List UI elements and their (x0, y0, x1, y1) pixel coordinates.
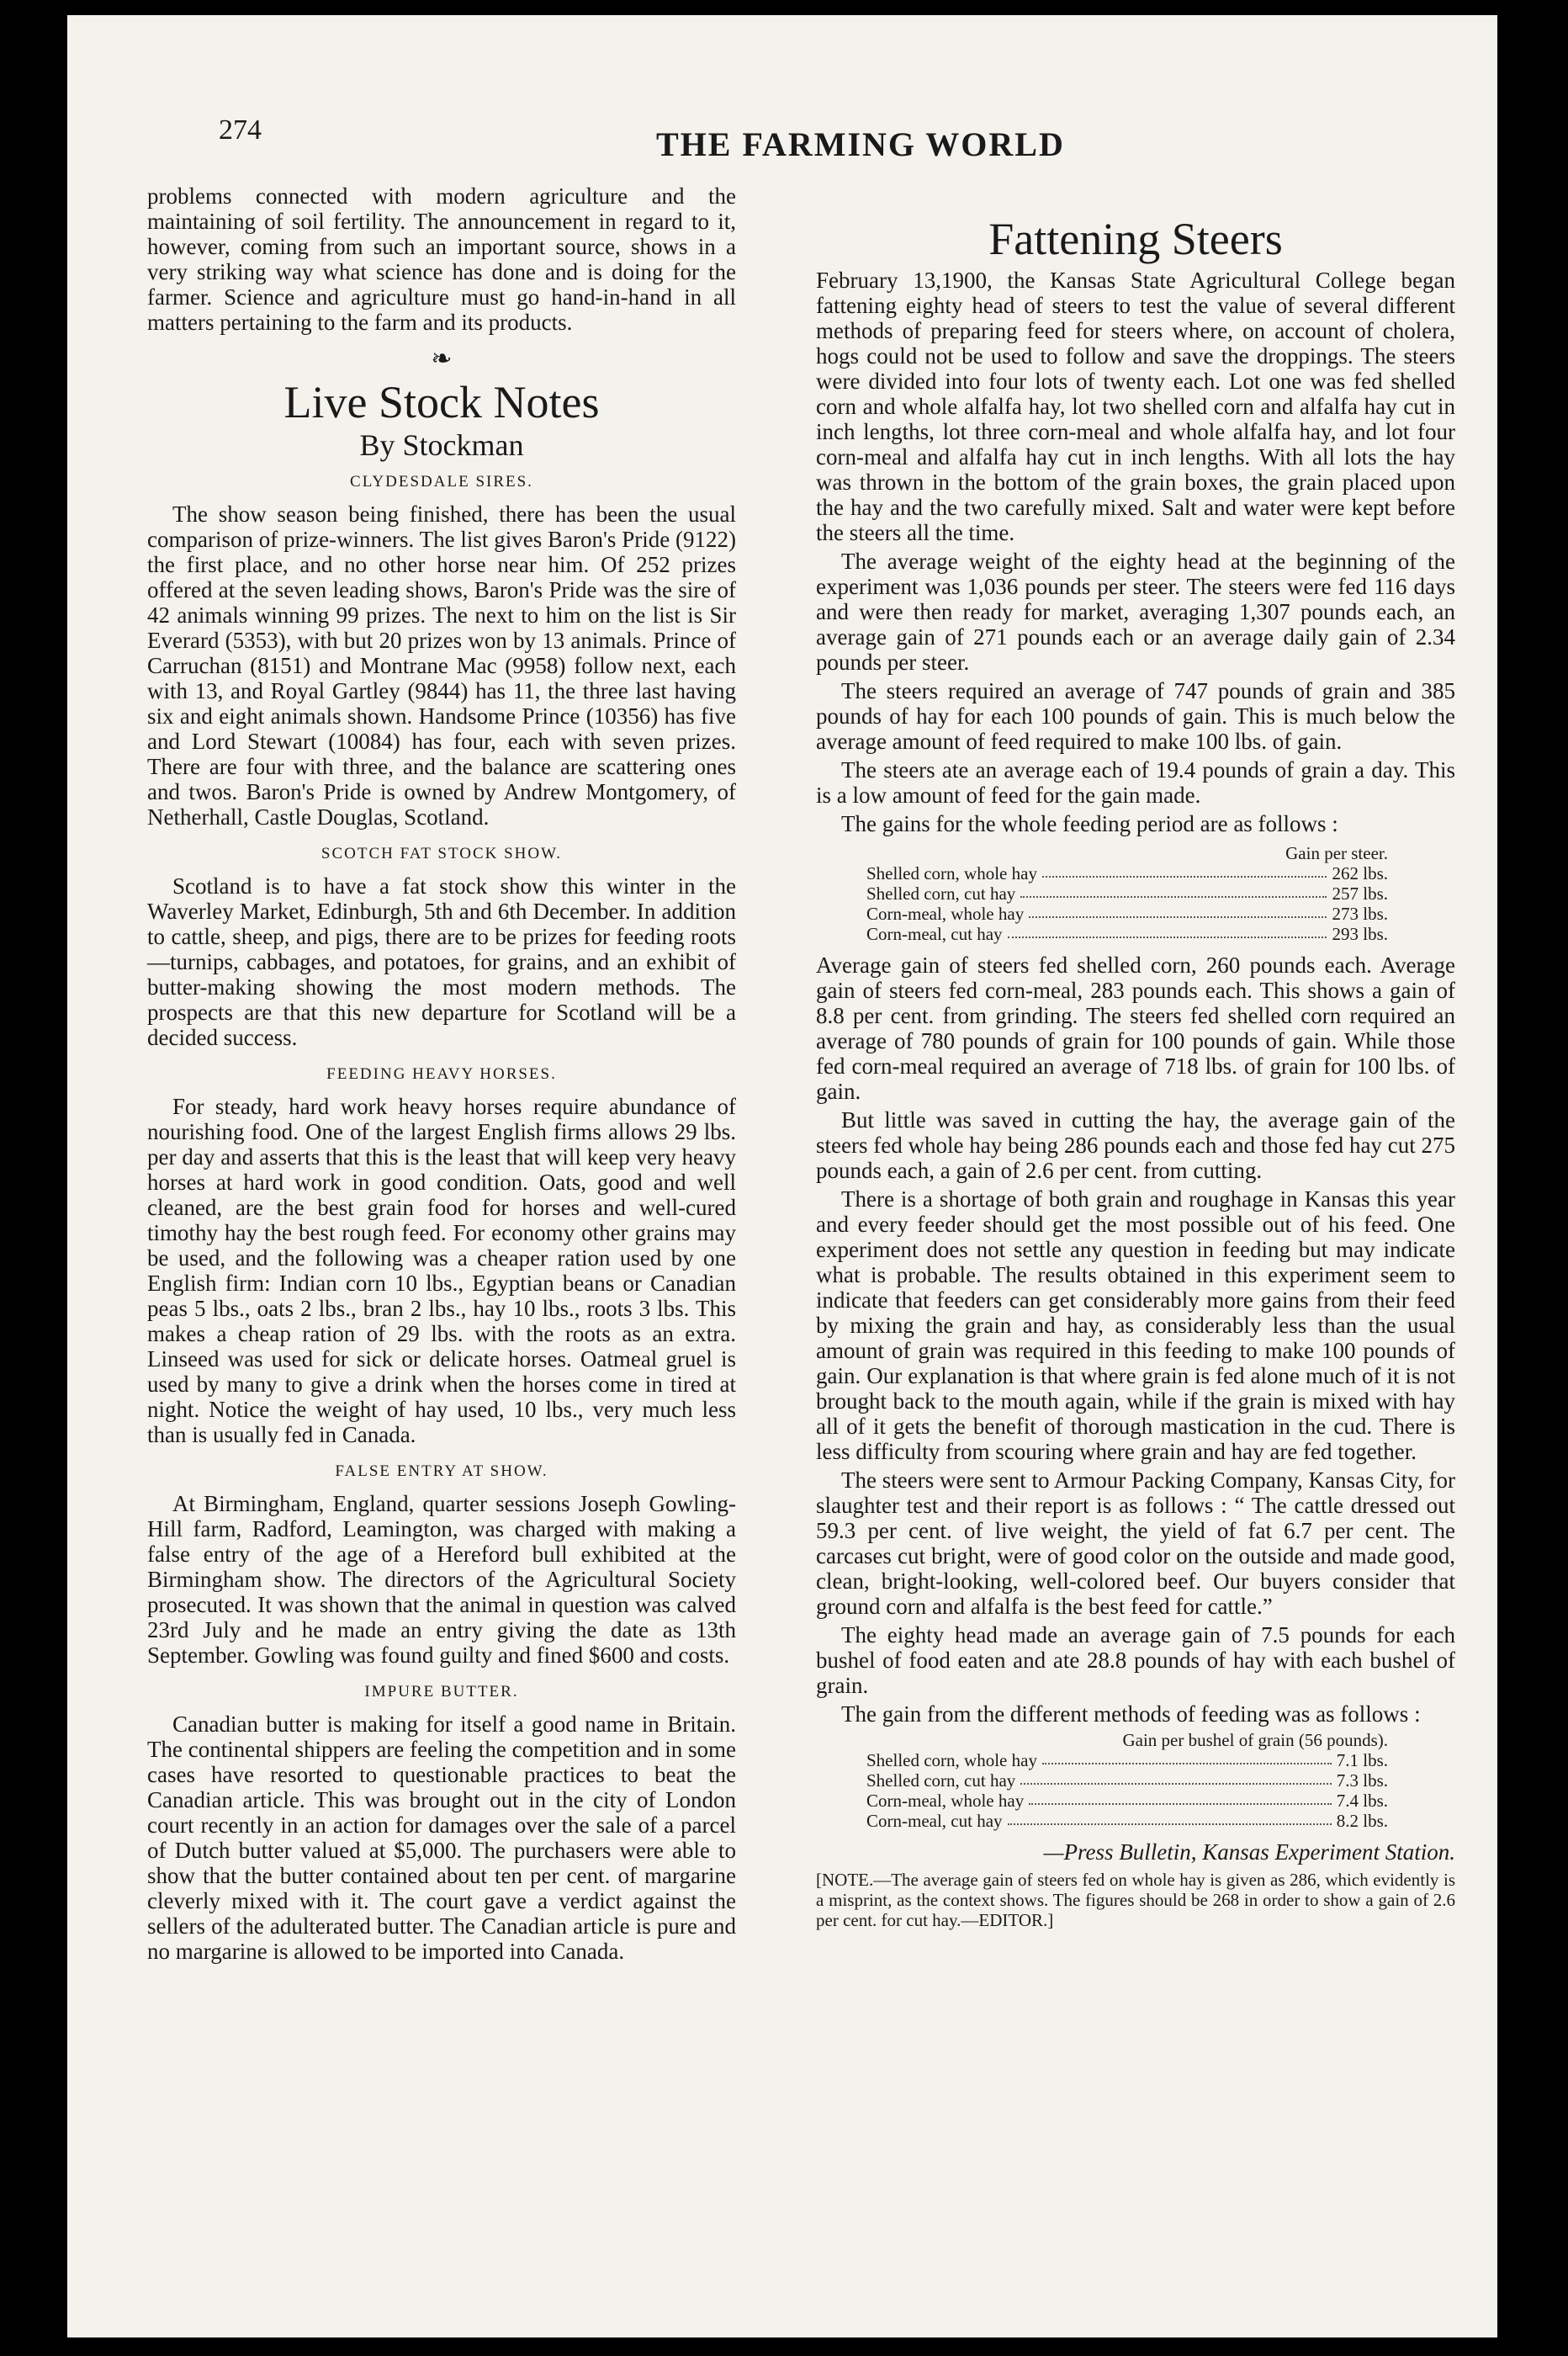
article-paragraph: The gains for the whole feeding period are as follows : (841, 811, 1338, 836)
table-row (866, 1770, 1388, 1791)
page-number: 274 (219, 114, 262, 146)
scan-border (1497, 0, 1568, 2356)
row-label: Shelled corn, whole hay (866, 863, 1037, 884)
table-row (866, 1791, 1388, 1811)
article-heading: FEEDING HEAVY HORSES. (326, 1065, 557, 1083)
leader-dots (1020, 1770, 1331, 1785)
article-paragraph: Average gain of steers fed shelled corn, 260 pounds each. Average gain of steers fed corn-meal, 283 pounds each. This shows a gain of 8.8 per cent. from grinding. The steers fed shelled corn required an average of 780 pounds of grain for 100 pounds of gain. While those fed corn-meal required an average of 718 lbs. of grain for 100 lbs. of gain. (816, 952, 1455, 1104)
leader-dots (1008, 1811, 1332, 1825)
gain-per-bushel-table (866, 1730, 1388, 1831)
article-paragraph: The eighty head made an average gain of 7.5 pounds for each bushel of food eaten and ate 28.8 pounds of hay with each bushel of grain. (816, 1622, 1455, 1698)
article-paragraph: At Birmingham, England, quarter sessions Joseph Gowling-Hill farm, Radford, Leamington, was charged with making a false entry of the age of a Hereford bull exhibited at the Birmingham show. The directors of the Agricultural Society prosecuted. It was shown that the animal in question was calved 23rd July and he made an entry giving the date as 13th September. Gowling was found guilty and fined $600 and costs. (147, 1491, 736, 1668)
section-title: Live Stock Notes (283, 377, 600, 427)
article-heading: FALSE ENTRY AT SHOW. (335, 1462, 548, 1480)
article-clydesdale (147, 470, 736, 830)
article-false-entry (147, 1459, 736, 1668)
row-value: 257 lbs. (1332, 884, 1388, 904)
article-paragraph: Canadian butter is making for itself a good name in Britain. The continental shippers are feeling the competition and in some cases have resorted to questionable practices to beat the Canadian article. This was brought out in the city of London court recently in an action for damages over the sale of a parcel of Dutch butter valued at $5,000. The purchasers were able to show that the butter contained about ten per cent. of margarine cleverly mixed with it. The court gave a verdict against the sellers of the adulterated butter. The Canadian article is pure and no margarine is allowed to be imported into Canada. (147, 1711, 736, 1964)
row-label: Shelled corn, whole hay (866, 1750, 1037, 1770)
article-paragraph: February 13,1900, the Kansas State Agricultural College began fattening eighty head of steers to test the value of several different methods of preparing feed for steers where, on account of cholera, hogs could not be used to follow and save the droppings. The steers were divided into four lots of twenty each. Lot one was fed shelled corn and whole alfalfa hay, lot two shelled corn and alfalfa hay cut in inch lengths, lot three corn-meal and whole alfalfa hay, and lot four corn-meal and alfalfa hay cut in inch lengths. With all lots the hay was thrown in the bottom of the grain boxes, the grain placed upon the hay and the two carefully mixed. Salt and water were kept before the steers all the time. (816, 268, 1455, 545)
table-row (866, 1811, 1388, 1831)
article-paragraph: The steers were sent to Armour Packing Company, Kansas City, for slaughter test and their report is as follows : “ The cattle dressed out 59.3 per cent. of live weight, the yield of fat 6.7 per cent. The carcases cut bright, were of good color on the outside and made good, clean, bright-looking, well-colored beef. Our buyers consider that ground corn and alfalfa is the best feed for cattle.” (816, 1467, 1455, 1619)
article-paragraph: The gain from the different methods of feeding was as follows : (841, 1701, 1421, 1727)
table-header: Gain per steer. (1285, 843, 1388, 863)
article-fat-stock (147, 841, 736, 1050)
row-label: Shelled corn, cut hay (866, 884, 1016, 904)
right-column (816, 209, 1455, 1930)
article-paragraph: Scotland is to have a fat stock show this winter in the Waverley Market, Edinburgh, 5th and 6th December. In addition to cattle, sheep, and pigs, there are to be prizes for feeding roots—turnips, cabbages, and potatoes, for grains, and an exhibit of butter-making showing the most modern methods. The prospects are that this new departure for Scotland will be a decided success. (147, 873, 736, 1050)
leader-dots (1042, 863, 1327, 878)
left-column (147, 183, 736, 1967)
table-row (866, 904, 1388, 924)
article-paragraph: The steers ate an average each of 19.4 pounds of grain a day. This is a low amount of feed for the gain made. (816, 757, 1455, 808)
article-paragraph: The average weight of the eighty head at the beginning of the experiment was 1,036 pounds per steer. The steers were fed 116 days and were then ready for market, averaging 1,307 pounds each, an average gain of 271 pounds each or an average daily gain of 2.34 pounds per steer. (816, 549, 1455, 675)
article-heading: SCOTCH FAT STOCK SHOW. (320, 845, 563, 862)
row-label: Corn-meal, cut hay (866, 924, 1003, 944)
article-paragraph: The steers required an average of 747 pounds of grain and 385 pounds of hay for each 100 pounds of gain. This is much below the average amount of feed required to make 100 lbs. of gain. (816, 678, 1455, 754)
leader-dots (1029, 904, 1327, 918)
row-value: 7.3 lbs. (1336, 1770, 1388, 1791)
row-value: 273 lbs. (1332, 904, 1388, 924)
row-value: 262 lbs. (1332, 863, 1388, 884)
row-value: 7.4 lbs. (1336, 1791, 1388, 1811)
table-row (866, 884, 1388, 904)
article-paragraph: For steady, hard work heavy horses require abundance of nourishing food. One of the largest English firms allows 29 lbs. per day and asserts that this is the least that will keep very heavy horses at hard work in good condition. Oats, good and well cleaned, are the best grain food for horses and well-cured timothy hay the best rough feed. For economy other grains may be used, and the following was a cheaper ration used by one English firm: Indian corn 10 lbs., Egyptian beans or Canadian peas 5 lbs., oats 2 lbs., bran 2 lbs., hay 10 lbs., roots 3 lbs. This makes a cheap ration of 29 lbs. with the roots as an extra. Linseed was used for sick or delicate horses. Oatmeal gruel is used by many to give a drink when the horses come in tired at night. Notice the weight of hay used, 10 lbs., very much less than is usually fed in Canada. (147, 1094, 736, 1447)
fleuron-ornament: ❧ (431, 345, 453, 373)
source-credit: —Press Bulletin, Kansas Experiment Station. (1043, 1839, 1455, 1865)
running-header: THE FARMING WORLD (656, 125, 1065, 163)
article-paragraph: There is a shortage of both grain and roughage in Kansas this year and every feeder should get the most possible out of his feed. One experiment does not settle any question in feeding but may indicate what is probable. The results obtained in this experiment seem to indicate that feeders can get considerably more gains from their feed by mixing the grain and hay, as considerably less than the usual amount of grain was required in this feeding to make 100 pounds of gain. Our explanation is that where grain is fed alone much of it is not brought back to the mouth again, while if the grain is mixed with hay all of it gets the benefit of thorough mastication in the cud. There is less difficulty from scouring where grain and hay are fed together. (816, 1186, 1455, 1464)
table-header: Gain per bushel of grain (56 pounds). (1122, 1730, 1388, 1750)
intro-paragraph: problems connected with modern agriculture and the maintaining of soil fertility. The announcement in regard to it, however, coming from such an important source, shows in a very striking way what science has done and is doing for the farmer. Science and agriculture must go hand-in-hand in all matters pertaining to the farm and its products. (147, 183, 736, 335)
row-value: 293 lbs. (1332, 924, 1388, 944)
gain-per-steer-table (866, 843, 1388, 944)
article-paragraph: The show season being finished, there has been the usual comparison of prize-winners. The list gives Baron's Pride (9122) the first place, and no other horse near him. Of 252 prizes offered at the seven leading shows, Baron's Pride was the sire of 42 animals winning 99 prizes. The next to him on the list is Sir Everard (5353), with but 20 prizes won by 13 animals. Prince of Carruchan (8151) and Montrane Mac (9958) follow next, each with 13, and Royal Gartley (9844) has 11, the three last having six and eight animals shown. Handsome Prince (10356) has five and Lord Stewart (10084) has four, each with seven prizes. There are four with three, and the balance are scattering ones and twos. Baron's Pride is owned by Andrew Montgomery, of Netherhall, Castle Douglas, Scotland. (147, 501, 736, 830)
leader-dots (1020, 884, 1327, 898)
table-row (866, 924, 1388, 944)
table-row (866, 863, 1388, 884)
editor-note: [NOTE.—The average gain of steers fed on whole hay is given as 286, which evidently is a misprint, as the context shows. The figures should be 268 in order to show a gain of 2.6 per cent. for cut hay.—EDITOR.] (816, 1870, 1455, 1930)
row-label: Shelled corn, cut hay (866, 1770, 1016, 1791)
article-impure-butter (147, 1679, 736, 1964)
article-heading: CLYDESDALE SIRES. (350, 473, 533, 491)
row-label: Corn-meal, cut hay (866, 1811, 1003, 1831)
article-paragraph: But little was saved in cutting the hay, the average gain of the steers fed whole hay being 286 pounds each and those fed hay cut 275 pounds each, a gain of 2.6 per cent. from cutting. (816, 1107, 1455, 1183)
article-title: Fattening Steers (988, 214, 1283, 264)
row-value: 8.2 lbs. (1336, 1811, 1388, 1831)
article-heavy-horses (147, 1062, 736, 1447)
row-value: 7.1 lbs. (1336, 1750, 1388, 1770)
table-row (866, 1750, 1388, 1770)
row-label: Corn-meal, whole hay (866, 1791, 1025, 1811)
leader-dots (1042, 1750, 1332, 1764)
leader-dots (1008, 924, 1327, 938)
row-label: Corn-meal, whole hay (866, 904, 1025, 924)
byline: By Stockman (359, 428, 524, 462)
leader-dots (1029, 1791, 1332, 1805)
magazine-page (67, 15, 1497, 2337)
article-heading: IMPURE BUTTER. (364, 1683, 519, 1701)
